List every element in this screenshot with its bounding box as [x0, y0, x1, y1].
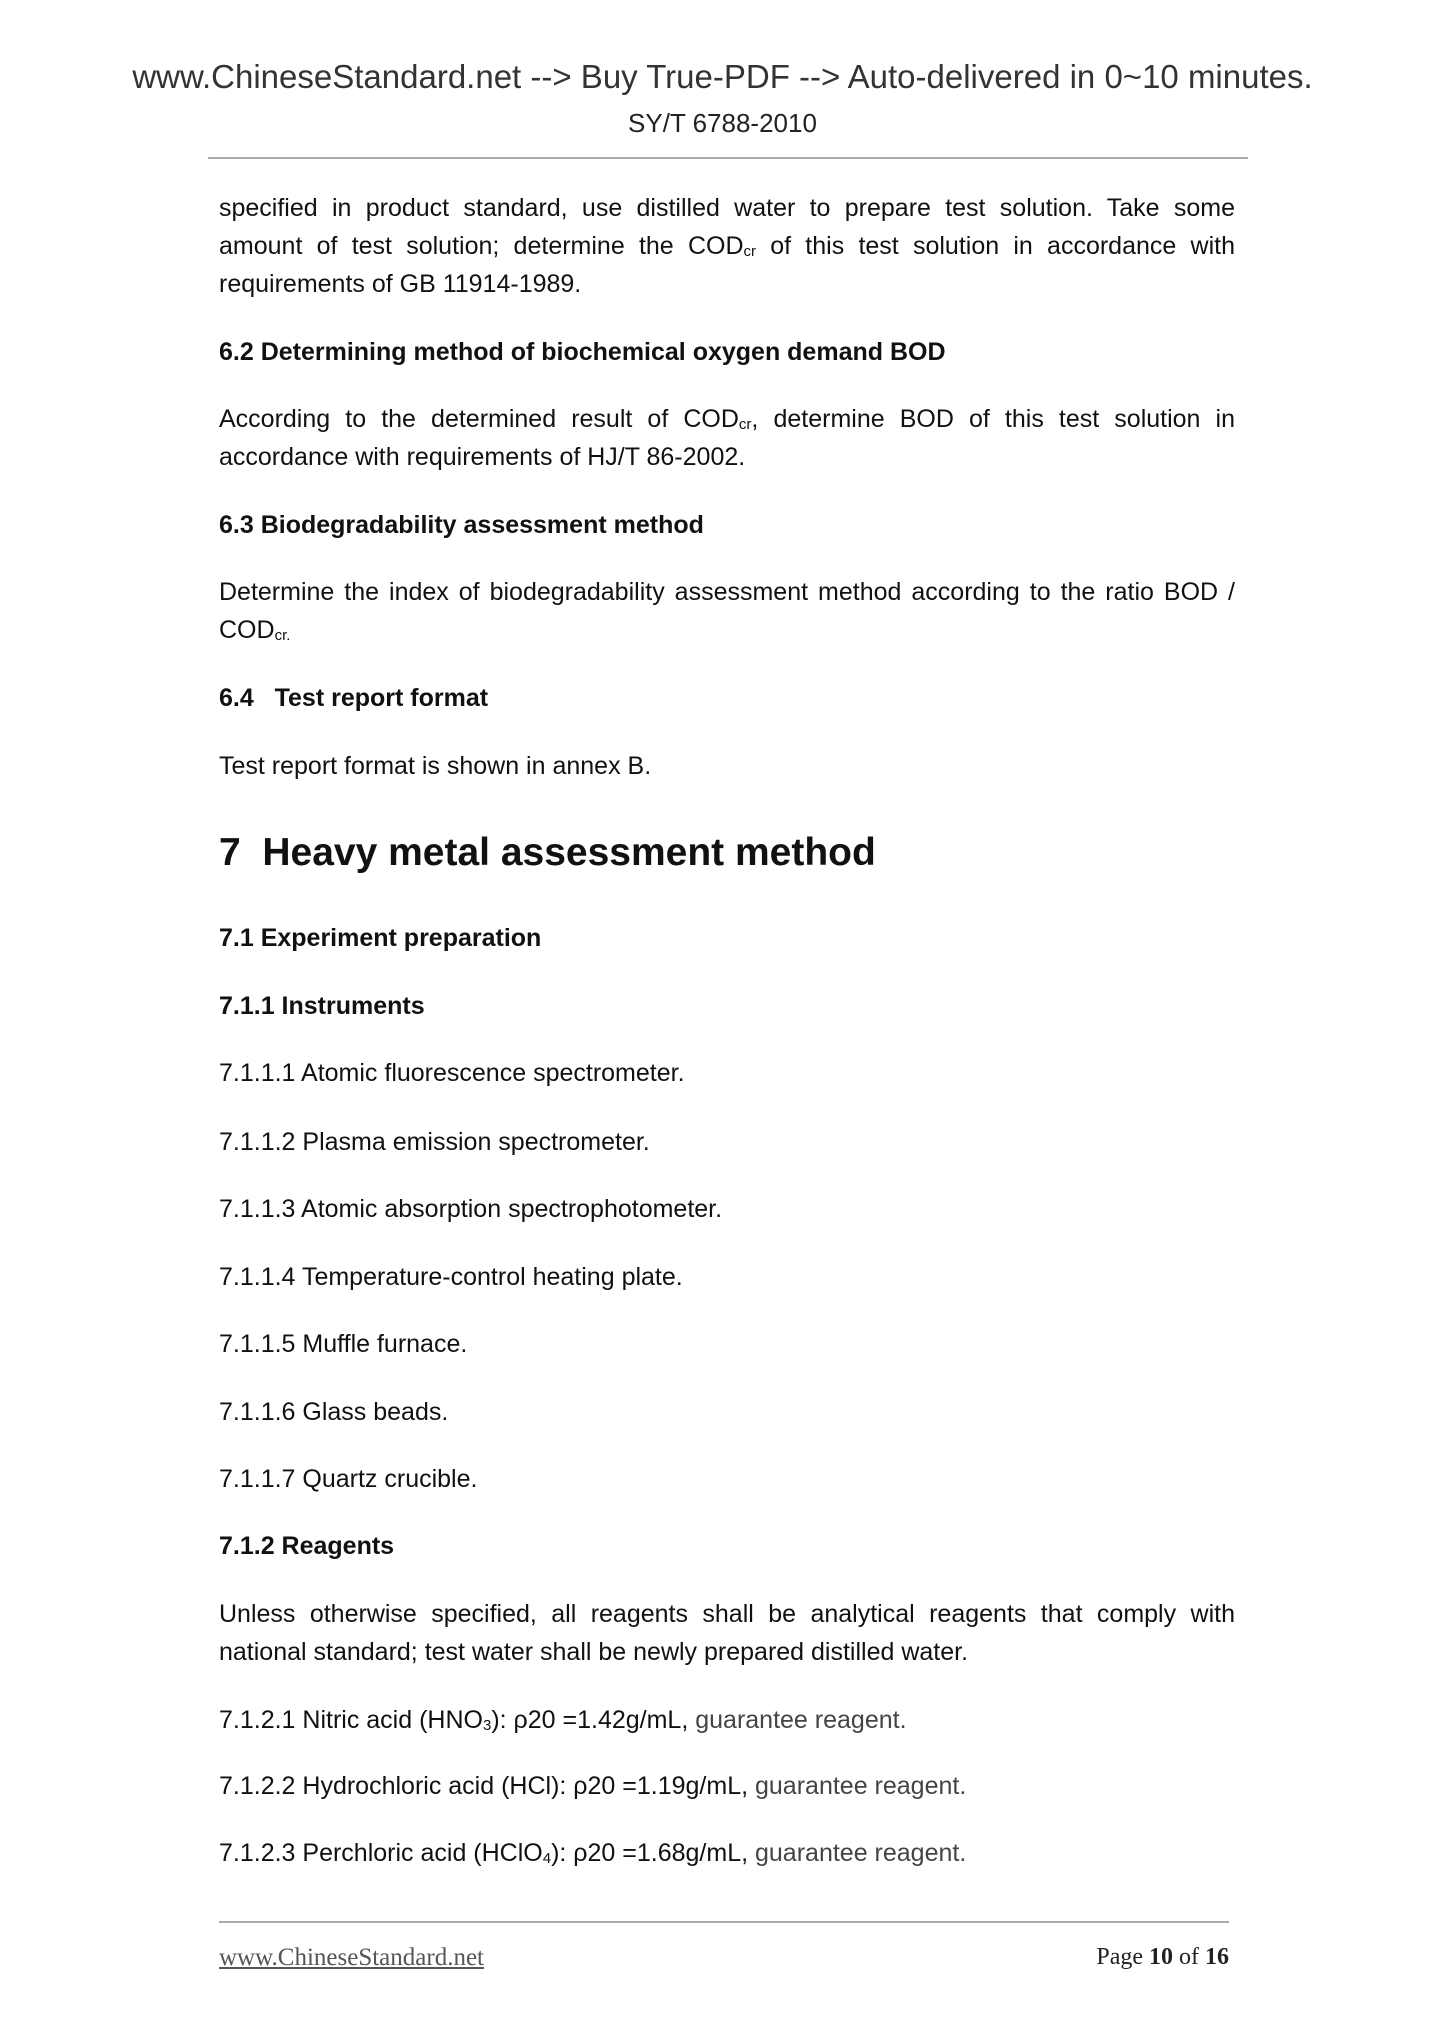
heading-6-2: 6.2 Determining method of biochemical oxygen demand BOD — [219, 338, 946, 366]
instrument-item: 7.1.1.1 Atomic fluorescence spectrometer. — [219, 1059, 685, 1087]
text: Determine the index of biodegradability assessment method according to the ratio BOD / COD — [219, 578, 1235, 644]
text: 7.1.2.3 Perchloric acid (HClO — [219, 1839, 543, 1867]
paragraph-6-1-continued — [219, 189, 1235, 303]
text: of — [1173, 1944, 1205, 1970]
heading-7-1-2: 7.1.2 Reagents — [219, 1532, 395, 1560]
text: Page — [1096, 1944, 1149, 1970]
text: guarantee reagent. — [755, 1839, 967, 1867]
current-page: 10 — [1149, 1944, 1173, 1970]
text: specified in product standard, use distilled water to prepare test solution. Take some amount of test solution; determine the COD — [219, 194, 1235, 260]
text: , determine BOD of this test solution in accordance with requirements of HJ/T 86-2002. — [219, 405, 1236, 471]
text: ): ρ20 =1.42g/mL, — [491, 1706, 696, 1734]
subscript: cr — [743, 243, 756, 260]
subscript: 3 — [482, 1717, 492, 1734]
standard-number: SY/T 6788-2010 — [628, 108, 817, 138]
heading-7: 7 Heavy metal assessment method — [219, 831, 876, 874]
paragraph-6-4: Test report format is shown in annex B. — [219, 752, 652, 780]
heading-6-3: 6.3 Biodegradability assessment method — [219, 511, 704, 539]
reagent-item — [219, 1834, 1235, 1872]
paragraph-6-2 — [219, 400, 1235, 476]
instrument-item: 7.1.1.4 Temperature-control heating plate. — [219, 1263, 683, 1291]
text: guarantee reagent. — [755, 1772, 967, 1800]
text: ): ρ20 =1.68g/mL, — [551, 1839, 755, 1867]
paragraph-reagents-intro: Unless otherwise specified, all reagents shall be analytical reagents that comply with national standard; test water shall be newly prepared distilled water. — [219, 1600, 1235, 1666]
instrument-item: 7.1.1.2 Plasma emission spectrometer. — [219, 1128, 650, 1156]
text: According to the determined result of COD — [219, 405, 739, 433]
text: guarantee reagent. — [695, 1706, 907, 1734]
page-number — [1096, 1944, 1229, 1971]
text: 7.1.2.2 Hydrochloric acid (HCl): ρ20 =1.19g/mL, — [219, 1772, 755, 1800]
header-banner: www.ChineseStandard.net --> Buy True-PDF --> Auto-delivered in 0~10 minutes. — [132, 58, 1313, 95]
instrument-item: 7.1.1.6 Glass beads. — [219, 1398, 449, 1426]
text: of this test solution in accordance with requirements of GB 11914-1989. — [219, 232, 1235, 298]
subscript: cr. — [274, 627, 291, 644]
footer-divider — [219, 1921, 1229, 1923]
paragraph-6-3 — [219, 573, 1235, 649]
subscript: 4 — [542, 1850, 552, 1867]
instrument-item: 7.1.1.7 Quartz crucible. — [219, 1465, 478, 1493]
heading-6-4: 6.4 Test report format — [219, 684, 489, 712]
instrument-item: 7.1.1.3 Atomic absorption spectrophotometer. — [219, 1195, 723, 1223]
instrument-item: 7.1.1.5 Muffle furnace. — [219, 1330, 468, 1358]
reagent-item — [219, 1767, 1235, 1805]
subscript: cr — [738, 416, 752, 433]
text: 7.1.2.1 Nitric acid (HNO — [219, 1706, 483, 1734]
header-divider — [208, 157, 1248, 159]
heading-7-1: 7.1 Experiment preparation — [219, 924, 542, 952]
footer-website-link[interactable]: www.ChineseStandard.net — [219, 1944, 484, 1971]
heading-7-1-1: 7.1.1 Instruments — [219, 992, 425, 1020]
reagent-item — [219, 1701, 1235, 1739]
total-pages: 16 — [1205, 1944, 1229, 1970]
